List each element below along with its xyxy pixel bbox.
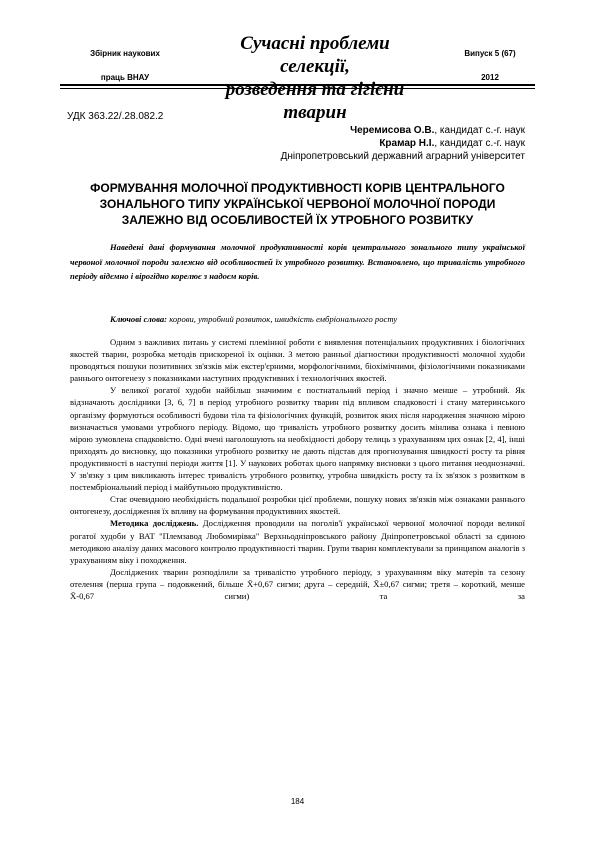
- paragraph-methods: [70, 517, 525, 565]
- header-divider: [60, 84, 535, 89]
- article-body: [70, 336, 525, 602]
- keywords: [70, 312, 525, 326]
- collection-line-2: праць ВНАУ: [100, 73, 150, 82]
- collection-line-1: Збірник наукових: [90, 49, 160, 58]
- udk-code: УДК 363.22/.28.082.2: [67, 111, 164, 122]
- paragraph-3: Стає очевидною необхідність подальшої розробки цієї проблеми, пошуку нових зв'язків між ознаками раннього онтогенезу, дослідження їх впливу на формування продуктивних якостей.: [70, 494, 525, 517]
- article-title: ФОРМУВАННЯ МОЛОЧНОЇ ПРОДУКТИВНОСТІ КОРІВ ЦЕНТРАЛЬНОГО ЗОНАЛЬНОГО ТИПУ УКРАЇНСЬКОЇ ЧЕРВОНОЇ МОЛОЧНОЇ ПОРОДИ ЗАЛЕЖНО ВІД ОСОБЛИВОСТЕЙ ЇХ УТРОБНОГО РОЗВИТКУ: [90, 181, 505, 227]
- author-2-role: , кандидат с.-г. наук: [434, 138, 525, 149]
- paragraph-5: Досліджених тварин розподілили за тривалістю утробного періоду, з урахуванням віку матерів та сезону отелення (перша група – подовжений, більше X̄+0,67 сигми; друга – середній, X̄±0,67 сигми; третя – короткий, менше X̄-0,67 сигми) та за: [70, 566, 525, 601]
- issue-label: [445, 42, 535, 90]
- author-2-name: Крамар Н.І.: [379, 138, 435, 149]
- paragraph-1: Одним з важливих питань у системі племінної роботи є виявлення потенціальних продуктивних і біологічних якостей тварин, розробка методів прискореної їх оцінки. З метою ранньої діагностики продуктивності молочної худоби проводяться пошуки позитивних зв'язків між екстер'єрними, морфологічними, біохімічними, фізіологічними показниками раннього онтогенезу з показниками наступних продуктивних і технологічних якостей.: [70, 337, 525, 384]
- paragraph-2: У великої рогатої худоби найбільш значимим є постнатальний період і значно менше – утробний. Як відзначають дослідники [3, 6, 7] в період утробного розвитку тварин під впливом спадковості і стану материнського організму формуються особливості будови тіла та фізіологічних функцій, розвиток яких після народження значною мірою визначається умовами утробного періоду. Відомо, що тривалість утробного розвитку досить мінлива ознака і певною мірою зумовлена спадковістю. Одні вчені наголошують на необхідності добору телиць з урахуванням цих ознак [2, 4], інші приходять до висновку, що показники утробного розвитку не дають підстав для прогнозування швидкості росту та рівня продуктивності в наступні періоди життя [1]. У наукових роботах цього напрямку висновки з цього питання неоднозначні. У зв'язку з цим викликають інтерес тривалість утробного розвитку, утробна швидкість росту та їх зв'язок з розвитком в постембріональний період і майбутньою продуктивністю.: [70, 385, 525, 493]
- keywords-label: Ключові слова:: [110, 314, 168, 324]
- issue-number: Випуск 5 (67): [464, 49, 516, 58]
- author-block: [281, 124, 525, 163]
- page-number: 184: [290, 797, 305, 806]
- author-1: [281, 124, 525, 137]
- methods-heading: Методика досліджень.: [110, 518, 199, 529]
- methods-text: Дослідження проводили на поголів'ї української червоної молочної породи великої рогатої худоби у ВАТ "Племзавод Любомирівка" Верхньодніпровського району Дніпропетровської області за єдиною методикою аналізу даних масового контролю продуктивності тварин. Групи тварин комплектували за принципом аналогів з урахуванням віку і походження.: [70, 518, 525, 565]
- collection-label: [60, 42, 190, 90]
- author-1-name: Черемисова О.В.: [350, 125, 435, 136]
- issue-year: 2012: [481, 73, 499, 82]
- affiliation: Дніпропетровський державний аграрний університет: [280, 151, 525, 162]
- keywords-list: корови, утробний розвиток, швидкість ембріонального росту: [167, 314, 398, 324]
- abstract: Наведені дані формування молочної продуктивності корів центрального зонального типу української червоної молочної породи залежно від особливостей їх утробного розвитку. Встановлено, що тривалість утробного періоду відємно і вірогідно корелює з надоєм корів.: [70, 242, 525, 281]
- author-2: [281, 137, 525, 150]
- author-1-role: , кандидат с.-г. наук: [434, 125, 525, 136]
- journal-title: [205, 32, 425, 124]
- journal-title-line-1: Сучасні проблеми селекції,: [240, 33, 390, 77]
- journal-title-line-2: розведення та гігієни тварин: [225, 79, 405, 123]
